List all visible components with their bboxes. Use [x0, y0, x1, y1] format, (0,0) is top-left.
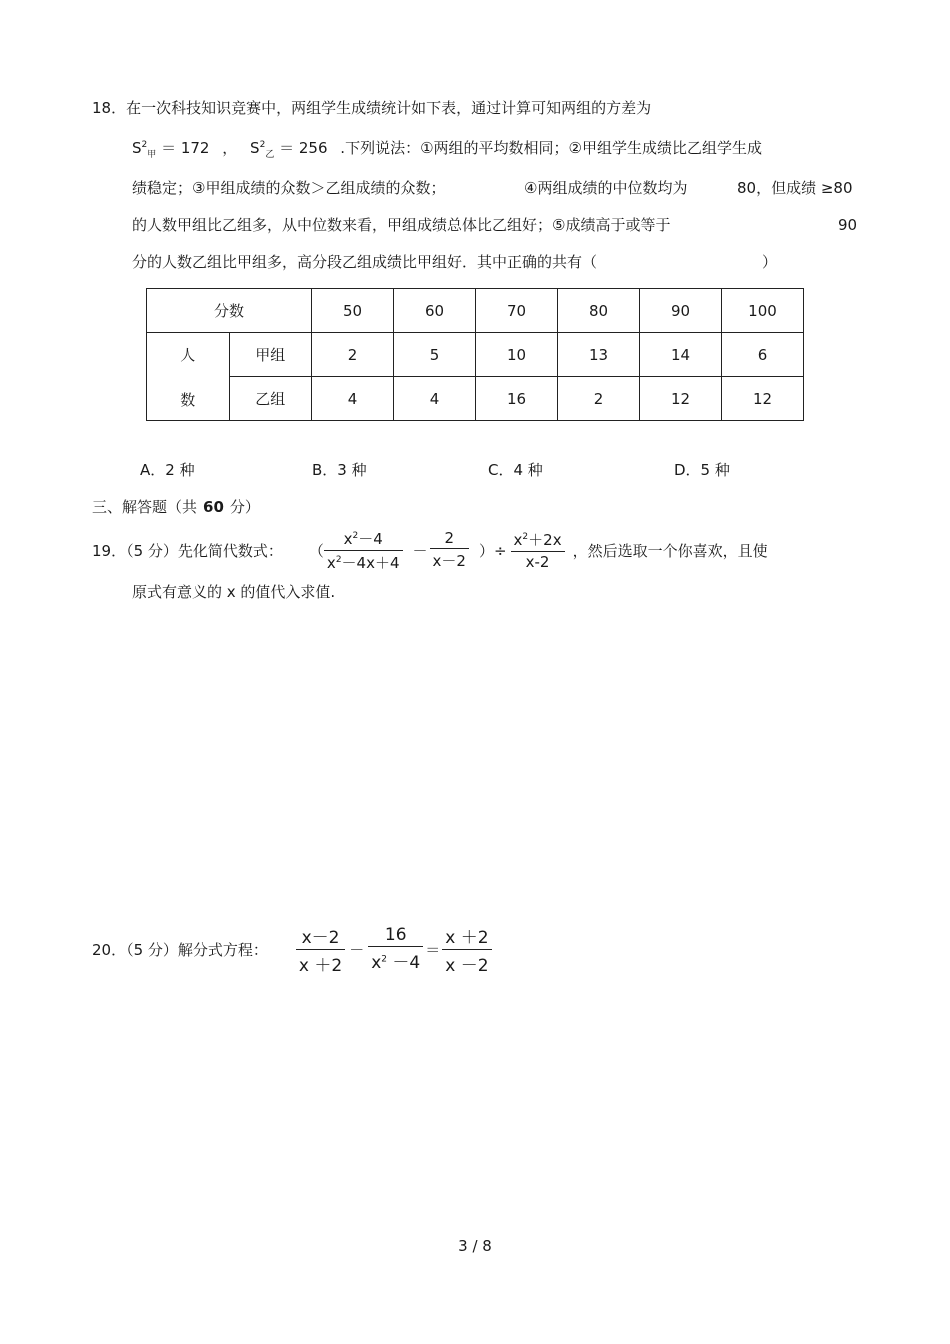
table-cell: 2 — [312, 333, 394, 377]
q18-number: 18． — [92, 99, 127, 117]
option-a[interactable]: A．2 种 — [140, 461, 195, 479]
score-cell: 70 — [476, 289, 558, 333]
table-row-group-b — [147, 377, 804, 421]
table-cell: 4 — [312, 377, 394, 421]
q20-line: 20．（5 分）解分式方程： $\frac{x-2}{x +2}$ － $\frac{16}{x^2 -4}$ ＝ $\frac{x +2}{x -2}$ — [92, 924, 492, 974]
variance-yi: $S^2_乙 = 256$ — [250, 139, 328, 160]
row-label: 人 数 — [147, 333, 230, 421]
table-cell: 13 — [558, 333, 640, 377]
header-label: 分数 — [147, 289, 312, 333]
q19-number: 19．（5 分）先化简代数式： — [92, 541, 283, 560]
q18-line5a: 分的人数乙组比甲组多，高分段乙组成绩比甲组好．其中正确的共有（ — [132, 253, 598, 271]
q18-line4a: 的人数甲组比乙组多，从中位数来看，甲组成绩总体比乙组好；⑤成绩高于或等于 — [132, 216, 671, 234]
table-header-row — [147, 289, 804, 333]
q18-line2: $S^2_甲 = 172$ ， $S^2_乙 = 256$ .下列说法：①两组的平均数相同；②甲组学生成绩比乙组学生成 — [132, 139, 762, 160]
q19-fraction-2: $\frac{2}{x-2}$ — [430, 529, 469, 571]
score-table — [146, 288, 804, 421]
q20-fraction-2: $\frac{16}{x^2 -4}$ — [368, 925, 423, 973]
score-cell: 100 — [722, 289, 804, 333]
table-cell: 10 — [476, 333, 558, 377]
q20-number: 20．（5 分）解分式方程： — [92, 940, 268, 959]
q19-fraction-3: $\frac{x^2+2x}{x-2}$ — [511, 529, 565, 571]
table-cell: 5 — [394, 333, 476, 377]
section-heading: 三、解答题（共 60 分） — [92, 498, 260, 516]
table-cell: 4 — [394, 377, 476, 421]
group-b-label: 乙组 — [229, 377, 312, 421]
score-cell: 60 — [394, 289, 476, 333]
q19-line2: 原式有意义的 x 的值代入求值. — [132, 583, 336, 601]
q18-line5b: ） — [762, 253, 778, 271]
table-cell: 6 — [722, 333, 804, 377]
score-cell: 80 — [558, 289, 640, 333]
q18-line4b: 90 — [838, 216, 858, 234]
score-cell: 90 — [640, 289, 722, 333]
table-cell: 12 — [722, 377, 804, 421]
page-number: 3 / 8 — [458, 1237, 492, 1255]
q18-line3b: ④两组成绩的中位数均为 — [524, 179, 688, 197]
table-cell: 16 — [476, 377, 558, 421]
option-d[interactable]: D．5 种 — [674, 461, 730, 479]
table-row-group-a — [147, 333, 804, 377]
table-cell: 12 — [640, 377, 722, 421]
variance-jia: $S^2_甲 = 172$ — [132, 139, 210, 160]
option-c[interactable]: C．4 种 — [488, 461, 543, 479]
q18-line3c: 80，但成绩 ≥80 — [737, 179, 853, 197]
table-cell: 14 — [640, 333, 722, 377]
q19-fraction-1: $\frac{x^2-4}{x^2-4x+4}$ — [324, 528, 403, 573]
group-a-label: 甲组 — [229, 333, 312, 377]
q20-fraction-1: $\frac{x-2}{x +2}$ — [296, 923, 345, 976]
option-b[interactable]: B．3 种 — [312, 461, 367, 479]
q18-line1: 18．在一次科技知识竞赛中，两组学生成绩统计如下表，通过计算可知两组的方差为 — [92, 99, 652, 117]
q18-line3a: 绩稳定；③甲组成绩的众数＞乙组成绩的众数； — [132, 179, 446, 197]
q19-line1: 19．（5 分）先化简代数式： （ $\frac{x^2-4}{x^2-4x+4}$ － $\frac{2}{x-2}$ ）÷ $\frac{x^2+2x}{x-2}$ ，然后选取一个你喜欢，且使 — [92, 529, 768, 572]
score-cell: 50 — [312, 289, 394, 333]
q20-fraction-3: $\frac{x +2}{x -2}$ — [442, 923, 491, 976]
table-cell: 2 — [558, 377, 640, 421]
